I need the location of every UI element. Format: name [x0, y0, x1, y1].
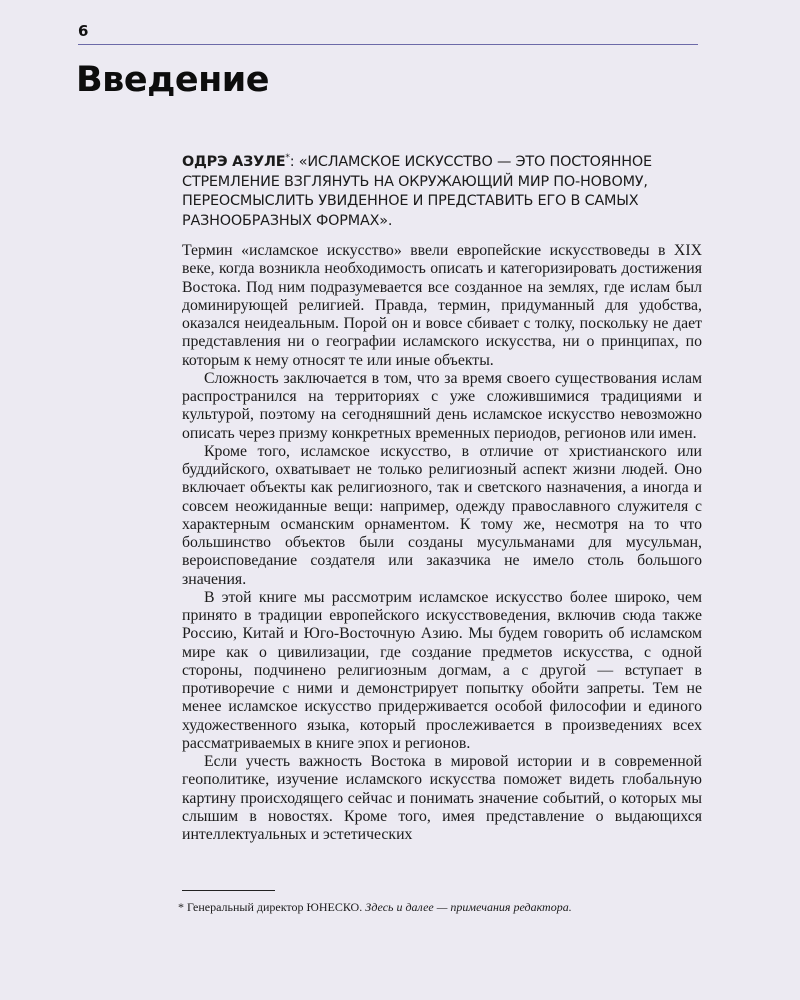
epigraph-footnote-marker: * [285, 153, 290, 164]
header-rule [78, 44, 698, 45]
epigraph [182, 153, 652, 231]
body-paragraph: Сложность заключается в том, что за время своего существования ислам распространился на территориях с уже сложившимися традициями и культурой, поэтому на сегодняшний день исламское искусство невозможно описать через призму конкретных временных периодов, регионов или имен. [182, 369, 702, 442]
epigraph-author: ОДРЭ АЗУЛЕ [182, 154, 286, 170]
footnote-text: Генеральный директор ЮНЕСКО. [187, 900, 363, 914]
footnote-rule [182, 890, 275, 891]
body-paragraph: В этой книге мы рассмотрим исламское искусство более широко, чем принято в традиции европейского искусствоведения, включив сюда также Россию, Китай и Юго-Восточную Азию. Мы будем говорить об исламском мире как о цивилизации, где создание предметов искусства, с одной стороны, подчинено религиозным догмам, а с другой — вступает в противоречие с ними и демонстрирует попытку обойти запреты. Тем не менее исламское искусство придерживается особой философии и единого художественного языка, который прослеживается в произведениях всех рассматриваемых в книге эпох и регионов. [182, 588, 702, 752]
footnote-marker: * [178, 900, 184, 914]
footnote-editor-note: Здесь и далее — примечания редактора. [365, 900, 572, 914]
body-paragraph: Если учесть важность Востока в мировой истории и в современной геополитике, изучение исламского искусства поможет видеть глобальную картину происходящего сейчас и понимать значение событий, о которых мы слышим в новостях. Кроме того, имея представление о выдающихся интеллектуальных и эстетических [182, 753, 702, 843]
body-paragraph: Кроме того, исламское искусство, в отличие от христианского или буддийского, охватывает не только религиозный аспект жизни людей. Оно включает объекты как религиозного, так и светского назначения, а иногда и совсем неожиданные вещи: например, одежду православного служителя с характерным османским орнаментом. К тому же, несмотря на то что большинство объектов были созданы мусульманами для мусульман, вероисповедание создателя или заказчика не имело столь большого значения. [182, 442, 702, 588]
chapter-title: Введение [76, 60, 270, 100]
page-number: 6 [78, 22, 89, 40]
epigraph-quote: : «ИСЛАМСКОЕ ИСКУССТВО — ЭТО ПОСТОЯННОЕ СТРЕМЛЕНИЕ ВЗГЛЯНУТЬ НА ОКРУЖАЮЩИЙ МИР ПО-НОВОМУ, ПЕРЕОСМЫСЛИТЬ УВИДЕННОЕ И ПРЕДСТАВИТЬ ЕГО В САМЫХ РАЗНООБРАЗНЫХ ФОРМАХ». [182, 154, 652, 229]
body-text [182, 242, 702, 844]
body-paragraph: Термин «исламское искусство» ввели европейские искусствоведы в XIX веке, когда возникла необходимость описать и категоризировать достижения Востока. Под ним подразумевается все созданное на землях, где ислам был доминирующей религией. Правда, термин, придуманный для удобства, оказался неидеальным. Порой он и вовсе сбивает с толку, поскольку не дает представления ни о географии исламского искусства, ни о принципах, по которым к нему относят те или иные объекты. [182, 242, 702, 369]
footnote [178, 900, 572, 915]
